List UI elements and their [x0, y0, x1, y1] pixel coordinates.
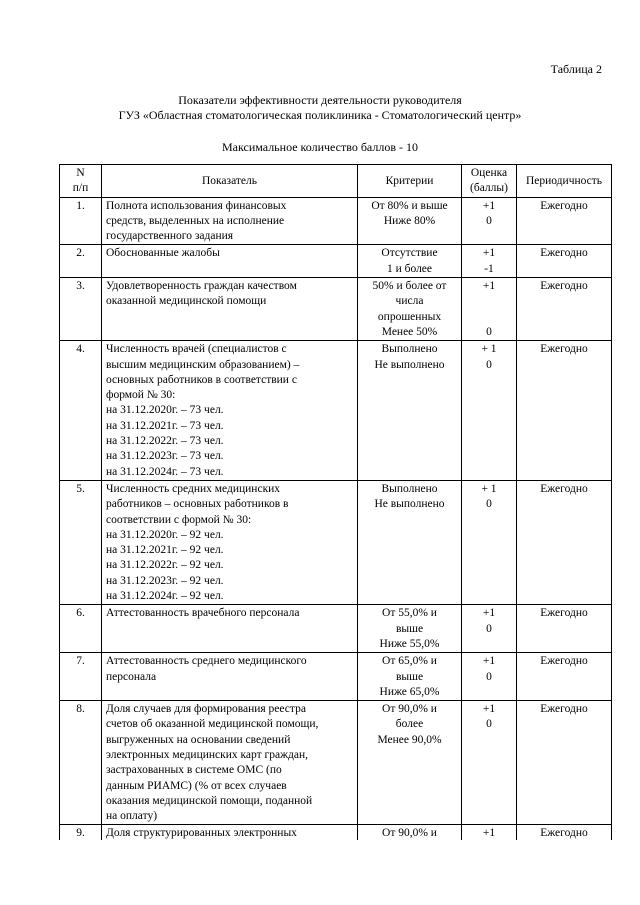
- criteria-cell: [358, 245, 462, 278]
- criteria-cell-line: Отсутствие: [381, 247, 438, 260]
- indicator-cell-line: основных работников в соответствии с: [106, 373, 297, 386]
- indicator-cell-line: Доля случаев для формирования реестра: [106, 703, 306, 716]
- criteria-cell-line: опрошенных: [377, 310, 442, 323]
- indicator-cell-line: данным РИАМС) (% от всех случаев: [106, 779, 287, 792]
- score-cell-line: +1: [482, 280, 496, 293]
- indicator-cell: [102, 341, 358, 481]
- row-number: 1.: [60, 197, 102, 245]
- indicator-cell-line: Аттестованность среднего медицинского: [106, 655, 307, 668]
- row-number: 9.: [60, 825, 102, 873]
- table-row: [60, 197, 612, 245]
- criteria-cell-line: Ниже 65,0%: [379, 685, 440, 698]
- score-cell-line: + 1: [481, 482, 497, 495]
- criteria-cell-line: Не выполнено: [374, 358, 445, 371]
- header-criteria: Критерии: [358, 165, 462, 198]
- heading-line: ГУЗ «Областная стоматологическая поликлиника - Стоматологический центр»: [118, 107, 522, 122]
- period-cell: Ежегодно: [517, 480, 612, 604]
- indicator-cell-line: на 31.12.2021г. – 73 чел.: [106, 419, 224, 432]
- criteria-cell-line: более: [395, 718, 424, 731]
- score-cell-line: 0: [486, 498, 492, 511]
- indicator-cell-line: Обоснованные жалобы: [106, 247, 220, 260]
- table-row: [60, 480, 612, 604]
- criteria-cell-line: Выполнено: [381, 343, 438, 356]
- criteria-cell: [358, 480, 462, 604]
- table-row: [60, 701, 612, 825]
- indicator-cell-line: Численность врачей (специалистов с: [106, 343, 287, 356]
- heading-line: Показатели эффективности деятельности руководителя: [178, 93, 462, 107]
- indicator-cell: [102, 278, 358, 341]
- header-period: Периодичность: [517, 165, 612, 198]
- criteria-cell-line: От 65,0% и: [382, 655, 437, 668]
- score-cell-line: 0: [486, 358, 492, 371]
- indicators-table: [59, 164, 612, 873]
- period-cell: Ежегодно: [517, 701, 612, 825]
- indicator-cell-line: на 31.12.2021г. – 92 чел.: [106, 544, 224, 557]
- document-heading: [0, 93, 640, 122]
- period-cell: Ежегодно: [517, 341, 612, 481]
- criteria-cell-line: Выполнено: [381, 482, 438, 495]
- table-row: [60, 278, 612, 341]
- criteria-cell-line: От 55,0% и: [382, 607, 437, 620]
- indicator-cell-line: средств, выделенных на исполнение: [106, 214, 285, 227]
- criteria-cell-line: выше: [395, 670, 424, 683]
- indicator-cell: [102, 197, 358, 245]
- score-cell-line: 0: [486, 622, 492, 635]
- period-cell: Ежегодно: [517, 825, 612, 873]
- indicator-cell: [102, 605, 358, 653]
- criteria-cell: [358, 278, 462, 341]
- max-score-line: Максимальное количество баллов - 10: [221, 140, 419, 154]
- score-cell-line: +1: [482, 247, 496, 260]
- indicator-cell-line: высшим медицинским образованием) –: [106, 358, 300, 371]
- row-number: 8.: [60, 701, 102, 825]
- indicator-cell: [102, 701, 358, 825]
- period-cell: Ежегодно: [517, 605, 612, 653]
- criteria-cell: [358, 341, 462, 481]
- header-indicator: Показатель: [102, 165, 358, 198]
- row-number: 4.: [60, 341, 102, 481]
- score-cell-line: [466, 310, 512, 325]
- indicator-cell-line: Численность средних медицинских: [106, 482, 281, 495]
- score-cell: [462, 341, 517, 481]
- table-row: [60, 341, 612, 481]
- criteria-cell-line: числа: [395, 295, 424, 308]
- indicator-cell-line: Аттестованность врачебного персонала: [106, 607, 300, 620]
- indicator-cell-line: государственного задания: [106, 230, 234, 243]
- criteria-cell-line: выше: [395, 622, 424, 635]
- criteria-cell: [358, 197, 462, 245]
- criteria-cell-line: Не выполнено: [374, 498, 445, 511]
- score-cell: [462, 197, 517, 245]
- indicator-cell-line: на 31.12.2020г. – 92 чел.: [106, 528, 224, 541]
- row-number: 2.: [60, 245, 102, 278]
- table-row: [60, 605, 612, 653]
- indicator-cell-line: Полнота использования финансовых: [106, 199, 287, 212]
- score-cell: [462, 480, 517, 604]
- score-cell-line: +1: [482, 199, 496, 212]
- criteria-cell-line: Менее 90,0%: [377, 733, 442, 746]
- indicator-cell-line: формой № 30:: [106, 389, 176, 402]
- row-number: 5.: [60, 480, 102, 604]
- score-cell-line: +1: [482, 607, 496, 620]
- criteria-cell-line: От 80% и выше: [371, 199, 448, 212]
- indicator-cell-line: на 31.12.2022г. – 92 чел.: [106, 559, 224, 572]
- indicator-cell-line: на 31.12.2024г. – 92 чел.: [106, 590, 224, 603]
- criteria-cell-line: От 90,0% и: [382, 827, 437, 840]
- indicator-cell-line: персонала: [106, 670, 157, 683]
- criteria-cell: [358, 605, 462, 653]
- score-cell-line: 0: [486, 214, 492, 227]
- criteria-cell-line: Ниже 80%: [383, 214, 436, 227]
- criteria-cell: [358, 653, 462, 701]
- score-cell: [462, 278, 517, 341]
- score-cell-line: 0: [486, 718, 492, 731]
- row-number: 6.: [60, 605, 102, 653]
- indicator-cell: [102, 480, 358, 604]
- header-score: Оценка (баллы): [462, 165, 517, 198]
- score-cell-line: +1: [482, 703, 496, 716]
- indicator-cell-line: Удовлетворенность граждан качеством: [106, 280, 297, 293]
- indicator-cell: [102, 245, 358, 278]
- indicator-cell-line: на оплату): [106, 810, 158, 823]
- indicator-cell-line: на 31.12.2023г. – 92 чел.: [106, 574, 224, 587]
- table-header-row: [60, 165, 612, 198]
- criteria-cell-line: 1 и более: [386, 262, 433, 275]
- indicator-cell-line: застрахованных в системе ОМС (по: [106, 764, 282, 777]
- row-number: 7.: [60, 653, 102, 701]
- score-cell-line: +1: [482, 827, 496, 840]
- indicator-cell-line: работников – основных работников в: [106, 498, 289, 511]
- score-cell-line: [466, 294, 512, 309]
- score-cell: [462, 605, 517, 653]
- table-row: [60, 653, 612, 701]
- criteria-cell-line: От 90,0% и: [382, 703, 437, 716]
- period-cell: Ежегодно: [517, 197, 612, 245]
- indicator-cell-line: оказанной медицинской помощи: [106, 295, 267, 308]
- indicator-cell-line: Доля структурированных электронных: [106, 827, 297, 840]
- criteria-cell-line: Ниже 55,0%: [379, 637, 440, 650]
- criteria-cell-line: Менее 50%: [381, 325, 438, 338]
- score-cell-line: +1: [482, 655, 496, 668]
- indicator-cell-line: на 31.12.2023г. – 73 чел.: [106, 450, 224, 463]
- indicator-cell-line: счетов об оказанной медицинской помощи,: [106, 718, 319, 731]
- period-cell: Ежегодно: [517, 278, 612, 341]
- period-cell: Ежегодно: [517, 245, 612, 278]
- indicator-cell-line: на 31.12.2024г. – 73 чел.: [106, 465, 224, 478]
- table-label: Таблица 2: [550, 62, 602, 76]
- indicator-cell-line: соответствии с формой № 30:: [106, 513, 252, 526]
- page-bottom-margin: [0, 840, 640, 905]
- score-cell: [462, 653, 517, 701]
- row-number: 3.: [60, 278, 102, 341]
- score-cell-line: 0: [486, 670, 492, 683]
- indicator-cell-line: выгруженных на основании сведений: [106, 733, 291, 746]
- score-cell-line: + 1: [481, 343, 497, 356]
- indicator-cell: [102, 653, 358, 701]
- criteria-cell: [358, 701, 462, 825]
- score-cell-line: -1: [484, 262, 494, 275]
- indicator-cell-line: оказания медицинской помощи, поданной: [106, 794, 313, 807]
- table-body: [60, 197, 612, 873]
- score-cell: [462, 701, 517, 825]
- indicator-cell-line: электронных медицинских карт граждан,: [106, 748, 309, 761]
- indicator-cell-line: на 31.12.2020г. – 73 чел.: [106, 404, 224, 417]
- score-cell-line: 0: [486, 325, 492, 338]
- criteria-cell-line: 50% и более от: [372, 280, 447, 293]
- indicator-cell-line: на 31.12.2022г. – 73 чел.: [106, 435, 224, 448]
- score-cell: [462, 245, 517, 278]
- header-num: N п/п: [60, 165, 102, 198]
- period-cell: Ежегодно: [517, 653, 612, 701]
- table-row: [60, 245, 612, 278]
